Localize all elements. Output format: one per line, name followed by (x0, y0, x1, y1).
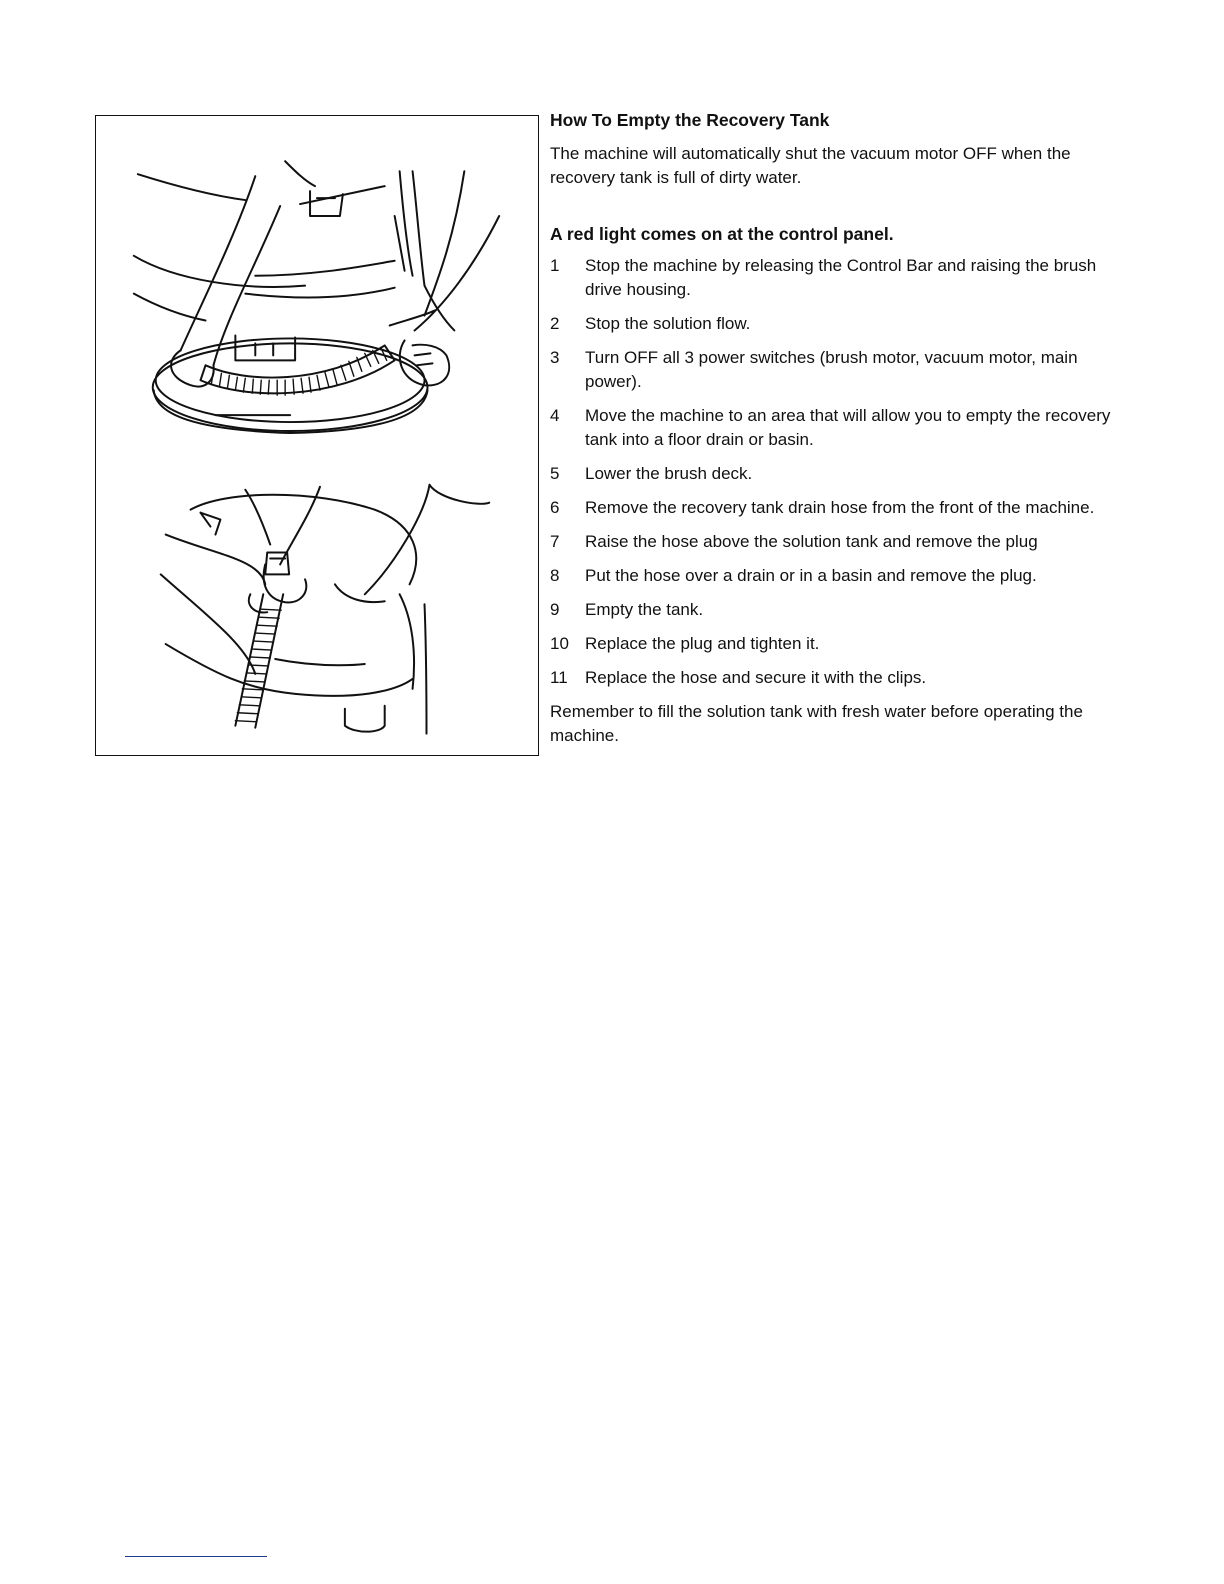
step-item (550, 462, 1120, 486)
step-item (550, 404, 1120, 452)
illustration-frame (95, 115, 539, 756)
step-item (550, 632, 1120, 656)
step-text: Move the machine to an area that will allow you to empty the recovery tank into a floor drain or basin. (585, 406, 1111, 449)
step-text: Raise the hose above the solution tank and remove the plug (585, 532, 1038, 551)
step-text: Lower the brush deck. (585, 464, 753, 483)
step-number: 3 (550, 348, 560, 367)
instructions-column (550, 108, 1120, 748)
step-item (550, 530, 1120, 554)
footer-divider (125, 1556, 267, 1557)
lower-illustration (161, 485, 490, 734)
step-item (550, 564, 1120, 588)
step-number: 10 (550, 634, 569, 653)
step-item (550, 598, 1120, 622)
step-number: 2 (550, 314, 560, 333)
step-text: Empty the tank. (585, 600, 704, 619)
step-number: 8 (550, 566, 560, 585)
step-item (550, 312, 1120, 336)
step-text: Stop the solution flow. (585, 314, 751, 333)
step-number: 4 (550, 406, 560, 425)
step-number: 6 (550, 498, 560, 517)
step-text: Replace the plug and tighten it. (585, 634, 820, 653)
warning-subheading: A red light comes on at the control panel. (550, 224, 894, 244)
closing-paragraph: Remember to fill the solution tank with fresh water before operating the machine. (550, 702, 1083, 745)
step-item (550, 254, 1120, 302)
step-number: 9 (550, 600, 560, 619)
step-text: Replace the hose and secure it with the clips. (585, 668, 927, 687)
step-list (550, 254, 1120, 690)
step-number: 1 (550, 256, 560, 275)
section-heading: How To Empty the Recovery Tank (550, 110, 830, 130)
step-number: 5 (550, 464, 560, 483)
step-number: 7 (550, 532, 560, 551)
step-number: 11 (550, 668, 568, 687)
upper-illustration (134, 161, 499, 433)
step-item (550, 346, 1120, 394)
step-text: Put the hose over a drain or in a basin and remove the plug. (585, 566, 1037, 585)
step-item (550, 496, 1120, 520)
step-text: Turn OFF all 3 power switches (brush motor, vacuum motor, main power). (585, 348, 1078, 391)
step-item (550, 666, 1120, 690)
step-text: Stop the machine by releasing the Control Bar and raising the brush drive housing. (585, 256, 1097, 299)
intro-paragraph: The machine will automatically shut the vacuum motor OFF when the recovery tank is full of dirty water. (550, 144, 1071, 187)
step-text: Remove the recovery tank drain hose from the front of the machine. (585, 498, 1095, 517)
recovery-tank-illustration (96, 116, 538, 755)
